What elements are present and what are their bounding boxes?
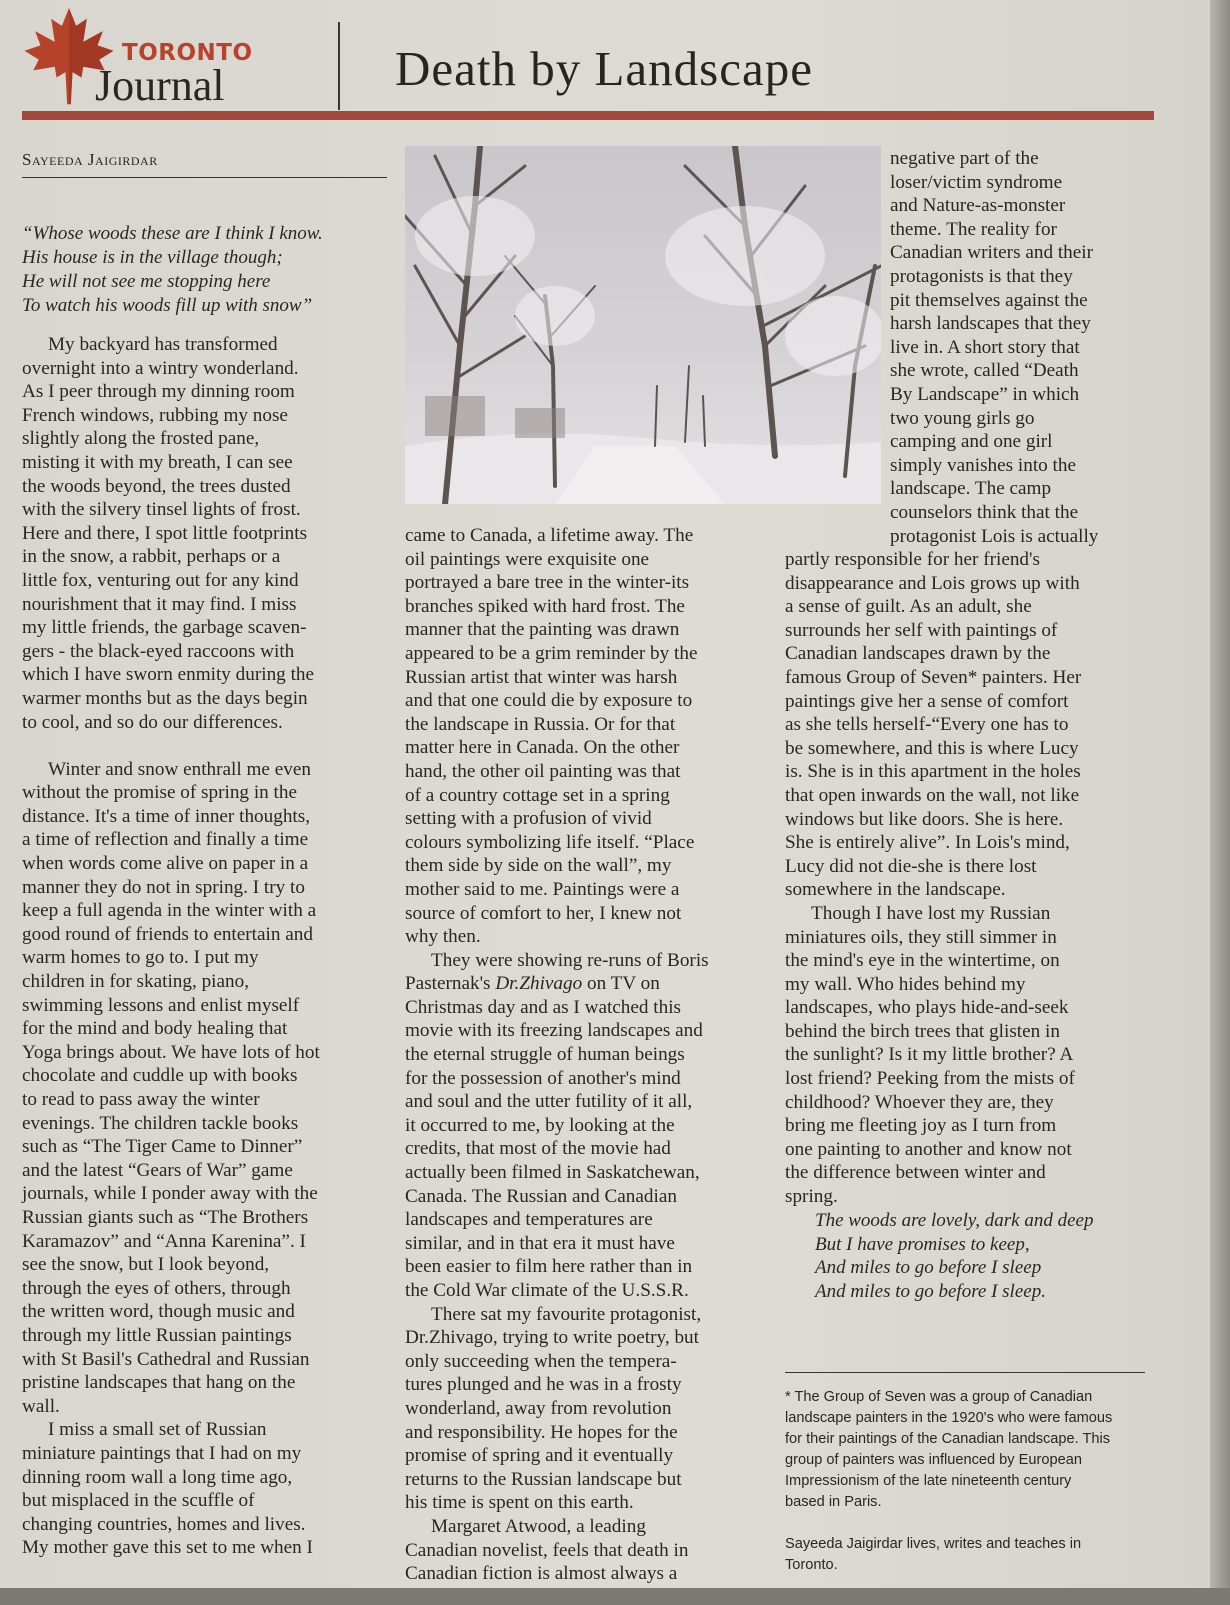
- text-line: live in. A short story that: [890, 336, 1080, 358]
- text-line: Canada. The Russian and Canadian: [405, 1185, 677, 1207]
- text-line: simply vanishes into the: [890, 454, 1077, 476]
- text-line: and responsibility. He hopes for the: [405, 1421, 678, 1443]
- masthead-divider: [338, 22, 340, 110]
- footnote-line: Impressionism of the late nineteenth century: [785, 1473, 1072, 1489]
- text-line: [22, 734, 320, 758]
- text-line: bring me fleeting joy as I turn from: [785, 1115, 1057, 1137]
- text-line: There sat my favourite protagonist,: [431, 1303, 702, 1325]
- text-line: Lucy did not die-she is there lost: [785, 855, 1037, 877]
- text-line: disappearance and Lois grows up with: [785, 572, 1080, 594]
- text-line: tures plunged and he was in a frosty: [405, 1374, 682, 1396]
- text-line: manner that the painting was drawn: [405, 619, 680, 641]
- text-line: portrayed a bare tree in the winter-its: [405, 572, 690, 594]
- text-line: [405, 972, 709, 996]
- text-line: and Nature-as-monster: [890, 195, 1066, 217]
- text-line: misting it with my breath, I can see: [22, 451, 293, 473]
- brand-name: Journal: [95, 61, 225, 110]
- text-line: promise of spring and it eventually: [405, 1445, 674, 1467]
- text-line: Canadian novelist, feels that death in: [405, 1539, 689, 1561]
- author-bio: [785, 1534, 1081, 1576]
- text-line: pristine landscapes that hang on the: [22, 1372, 296, 1394]
- text-line: Canadian fiction is almost always a: [405, 1563, 678, 1585]
- text-line: branches spiked with hard frost. The: [405, 595, 685, 617]
- text-line: miniatures oils, they still simmer in: [785, 926, 1057, 948]
- text-line: my little friends, the garbage scaven-: [22, 617, 307, 639]
- text-line: only succeeding when the tempera-: [405, 1350, 677, 1372]
- text-line: she wrote, called “Death: [890, 360, 1079, 382]
- footnote-line: * The Group of Seven was a group of Canadian: [785, 1389, 1093, 1405]
- closing-poem-line: And miles to go before I sleep.: [815, 1280, 1046, 1302]
- text-line: and that one could die by exposure to: [405, 690, 693, 712]
- text-line: setting with a profusion of vivid: [405, 808, 652, 830]
- text-line: counselors think that the: [890, 501, 1079, 523]
- text-line: in the snow, a rabbit, perhaps or a: [22, 546, 281, 568]
- text-line: lost friend? Peeking from the mists of: [785, 1068, 1075, 1090]
- snowy-street-photo: [405, 146, 881, 504]
- text-line: be somewhere, and this is where Lucy: [785, 737, 1079, 759]
- text-line: landscapes and temperatures are: [405, 1209, 653, 1231]
- text-line: partly responsible for her friend's: [785, 549, 1040, 570]
- text-line: with St Basil's Cathedral and Russian: [22, 1348, 310, 1370]
- text-line: theme. The reality for: [890, 218, 1057, 240]
- text-line: the woods beyond, the trees dusted: [22, 475, 291, 497]
- text-line: the sunlight? Is it my little brother? A: [785, 1044, 1074, 1066]
- closing-poem-line: And miles to go before I sleep: [815, 1257, 1042, 1278]
- text-line: Russian giants such as “The Brothers: [22, 1206, 309, 1228]
- text-line: the Cold War climate of the U.S.S.R.: [405, 1280, 689, 1301]
- text-line: distance. It's a time of inner thoughts,: [22, 805, 311, 827]
- text-line: the eternal struggle of human beings: [405, 1044, 685, 1066]
- text-run: Pasternak's: [405, 973, 496, 995]
- text-line: miniature paintings that I had on my: [22, 1442, 302, 1464]
- byline: [22, 150, 158, 170]
- text-line: overnight into a wintry wonderland.: [22, 357, 299, 379]
- brand-city: TORONTO: [122, 40, 253, 66]
- text-line: As I peer through my dinning room: [22, 381, 295, 403]
- column-1: [22, 333, 320, 1560]
- text-line: when words come alive on paper in a: [22, 853, 309, 875]
- text-line: been easier to film here rather than in: [405, 1256, 693, 1278]
- text-line: Christmas day and as I watched this: [405, 996, 682, 1018]
- text-line: changing countries, homes and lives.: [22, 1513, 306, 1535]
- text-line: protagonist Lois is actually: [890, 525, 1099, 547]
- text-line: through the eyes of others, through: [22, 1277, 291, 1299]
- epigraph-line: His house is in the village though;: [22, 247, 283, 268]
- text-line: Yoga brings about. We have lots of hot: [22, 1041, 320, 1063]
- text-line: good round of friends to entertain and: [22, 923, 313, 945]
- text-line: French windows, rubbing my nose: [22, 404, 288, 426]
- text-line: and the latest “Gears of War” game: [22, 1159, 293, 1181]
- text-line: Though I have lost my Russian: [811, 902, 1051, 924]
- text-line: pit themselves against the: [890, 289, 1088, 311]
- text-line: mother said to me. Paintings were a: [405, 878, 680, 900]
- text-line: Karamazov” and “Anna Karenina”. I: [22, 1230, 306, 1252]
- text-line: spring.: [785, 1186, 838, 1208]
- text-line: They were showing re-runs of Boris: [431, 949, 709, 971]
- epigraph: [22, 222, 323, 318]
- film-title: Dr.Zhivago: [495, 973, 583, 995]
- text-line: swimming lessons and enlist myself: [22, 994, 300, 1016]
- text-line: famous Group of Seven* painters. Her: [785, 666, 1082, 688]
- closing-poem-line: The woods are lovely, dark and deep: [815, 1210, 1094, 1231]
- byline-rule: [22, 177, 387, 178]
- text-line: see the snow, but I look beyond,: [22, 1254, 270, 1276]
- text-line: his time is spent on this earth.: [405, 1492, 634, 1514]
- text-line: paintings give her a sense of comfort: [785, 690, 1069, 712]
- column-2: [405, 524, 709, 1586]
- text-line: came to Canada, a lifetime away. The: [405, 525, 694, 546]
- text-line: chocolate and cuddle up with books: [22, 1065, 298, 1087]
- text-line: Canadian landscapes drawn by the: [785, 643, 1051, 665]
- text-line: through my little Russian paintings: [22, 1324, 292, 1346]
- footnote-line: for their paintings of the Canadian landscape. This: [785, 1431, 1111, 1447]
- text-line: Winter and snow enthrall me even: [48, 758, 311, 780]
- text-line: and soul and the utter futility of it all,: [405, 1091, 693, 1113]
- text-line: them side by side on the wall”, my: [405, 855, 672, 877]
- closing-poem-line: But I have promises to keep,: [815, 1233, 1030, 1255]
- text-line: I miss a small set of Russian: [48, 1419, 267, 1441]
- text-line: journals, while I ponder away with the: [22, 1183, 318, 1205]
- text-line: Russian artist that winter was harsh: [405, 666, 678, 688]
- text-line: two young girls go: [890, 407, 1035, 429]
- text-line: By Landscape” in which: [890, 383, 1080, 405]
- text-line: hand, the other oil painting was that: [405, 760, 681, 782]
- text-line: landscape. The camp: [890, 478, 1052, 500]
- text-line: protagonists is that they: [890, 265, 1073, 287]
- text-line: warm homes to go to. I put my: [22, 947, 259, 969]
- text-line: for the possession of another's mind: [405, 1067, 681, 1089]
- text-line: Margaret Atwood, a leading: [431, 1515, 646, 1537]
- column-3-top: [890, 147, 1098, 548]
- footnote-line: based in Paris.: [785, 1494, 882, 1510]
- text-line: that open inwards on the wall, not like: [785, 784, 1080, 806]
- footnote-rule: [785, 1372, 1145, 1373]
- text-line: loser/victim syndrome: [890, 171, 1063, 193]
- text-line: somewhere in the landscape.: [785, 879, 1006, 901]
- epigraph-line: “Whose woods these are I think I know.: [22, 223, 323, 244]
- text-line: the written word, though music and: [22, 1301, 295, 1323]
- text-line: of a country cottage set in a spring: [405, 784, 670, 806]
- footnote: [785, 1387, 1112, 1513]
- text-line: gers - the black-eyed raccoons with: [22, 640, 295, 662]
- text-line: the landscape in Russia. Or for that: [405, 713, 676, 735]
- text-line: for the mind and body healing that: [22, 1018, 288, 1040]
- text-line: appeared to be a grim reminder by the: [405, 642, 698, 664]
- text-line: landscapes, who plays hide-and-seek: [785, 997, 1069, 1019]
- text-line: but misplaced in the scuffle of: [22, 1490, 255, 1512]
- text-line: Canadian writers and their: [890, 242, 1093, 264]
- text-line: Here and there, I spot little footprints: [22, 522, 308, 544]
- text-line: childhood? Whoever they are, they: [785, 1091, 1054, 1113]
- byline-author: Sayeeda Jaigirdar: [22, 150, 158, 169]
- text-line: my wall. Who hides behind my: [785, 973, 1026, 995]
- text-line: surrounds her self with paintings of: [785, 619, 1058, 641]
- text-line: warmer months but as the days begin: [22, 687, 308, 709]
- text-line: My mother gave this set to me when I: [22, 1537, 313, 1559]
- text-line: keep a full agenda in the winter with a: [22, 900, 317, 922]
- text-line: a sense of guilt. As an adult, she: [785, 596, 1032, 618]
- text-line: dinning room wall a long time ago,: [22, 1466, 293, 1488]
- text-line: which I have sworn enmity during the: [22, 664, 315, 686]
- text-line: negative part of the: [890, 148, 1039, 169]
- column-3: [785, 548, 1081, 1209]
- text-line: evenings. The children tackle books: [22, 1112, 299, 1134]
- text-line: manner they do not in spring. I try to: [22, 876, 305, 898]
- text-line: to cool, and so do our differences.: [22, 711, 283, 733]
- text-line: camping and one girl: [890, 431, 1053, 453]
- text-line: actually been filmed in Saskatchewan,: [405, 1162, 700, 1184]
- text-line: as she tells herself-“Every one has to: [785, 714, 1069, 736]
- text-line: similar, and in that era it must have: [405, 1232, 675, 1254]
- text-line: a time of reflection and finally a time: [22, 829, 309, 851]
- page-bottom-shadow: [0, 1588, 1230, 1605]
- text-line: the mind's eye in the wintertime, on: [785, 950, 1060, 972]
- text-line: little fox, venturing out for any kind: [22, 569, 299, 591]
- epigraph-line: He will not see me stopping here: [22, 271, 271, 292]
- text-line: matter here in Canada. On the other: [405, 737, 680, 759]
- author-bio-line: Sayeeda Jaigirdar lives, writes and teaches in: [785, 1536, 1082, 1552]
- author-bio-line: Toronto.: [785, 1557, 838, 1573]
- epigraph-line: To watch his woods fill up with snow”: [22, 295, 313, 316]
- text-line: Dr.Zhivago, trying to write poetry, but: [405, 1327, 699, 1349]
- text-line: oil paintings were exquisite one: [405, 548, 650, 570]
- page-edge: [1210, 0, 1230, 1605]
- text-line: children in for skating, piano,: [22, 971, 249, 993]
- text-line: She is entirely alive”. In Lois's mind,: [785, 832, 1070, 854]
- text-line: why then.: [405, 926, 481, 948]
- masthead-rule: [22, 111, 1154, 120]
- text-line: without the promise of spring in the: [22, 782, 297, 804]
- text-line: movie with its freezing landscapes and: [405, 1020, 703, 1042]
- text-run: on TV on: [582, 973, 660, 995]
- footnote-line: group of painters was influenced by European: [785, 1452, 1082, 1468]
- text-line: is. She is in this apartment in the holes: [785, 761, 1081, 783]
- text-line: returns to the Russian landscape but: [405, 1468, 682, 1490]
- text-line: credits, that most of the movie had: [405, 1138, 671, 1160]
- text-line: with the silvery tinsel lights of frost.: [22, 499, 301, 521]
- closing-poem: [815, 1209, 1093, 1303]
- text-line: the difference between winter and: [785, 1162, 1046, 1184]
- text-line: slightly along the frosted pane,: [22, 428, 260, 450]
- text-line: to read to pass away the winter: [22, 1089, 260, 1110]
- text-line: windows but like doors. She is here.: [785, 808, 1064, 830]
- text-line: it occurred to me, by looking at the: [405, 1114, 675, 1136]
- text-line: wall.: [22, 1395, 60, 1417]
- text-line: colours symbolizing life itself. “Place: [405, 831, 695, 853]
- text-line: source of comfort to her, I knew not: [405, 902, 682, 924]
- text-line: nourishment that it may find. I miss: [22, 593, 297, 615]
- footnote-line: landscape painters in the 1920's who were famous: [785, 1410, 1113, 1426]
- text-line: My backyard has transformed: [48, 334, 278, 355]
- text-line: harsh landscapes that they: [890, 313, 1091, 335]
- text-line: behind the birch trees that glisten in: [785, 1020, 1060, 1042]
- text-line: one painting to another and know not: [785, 1138, 1072, 1160]
- text-line: wonderland, away from revolution: [405, 1397, 672, 1419]
- article-headline: Death by Landscape: [395, 41, 813, 96]
- text-line: such as “The Tiger Came to Dinner”: [22, 1136, 303, 1158]
